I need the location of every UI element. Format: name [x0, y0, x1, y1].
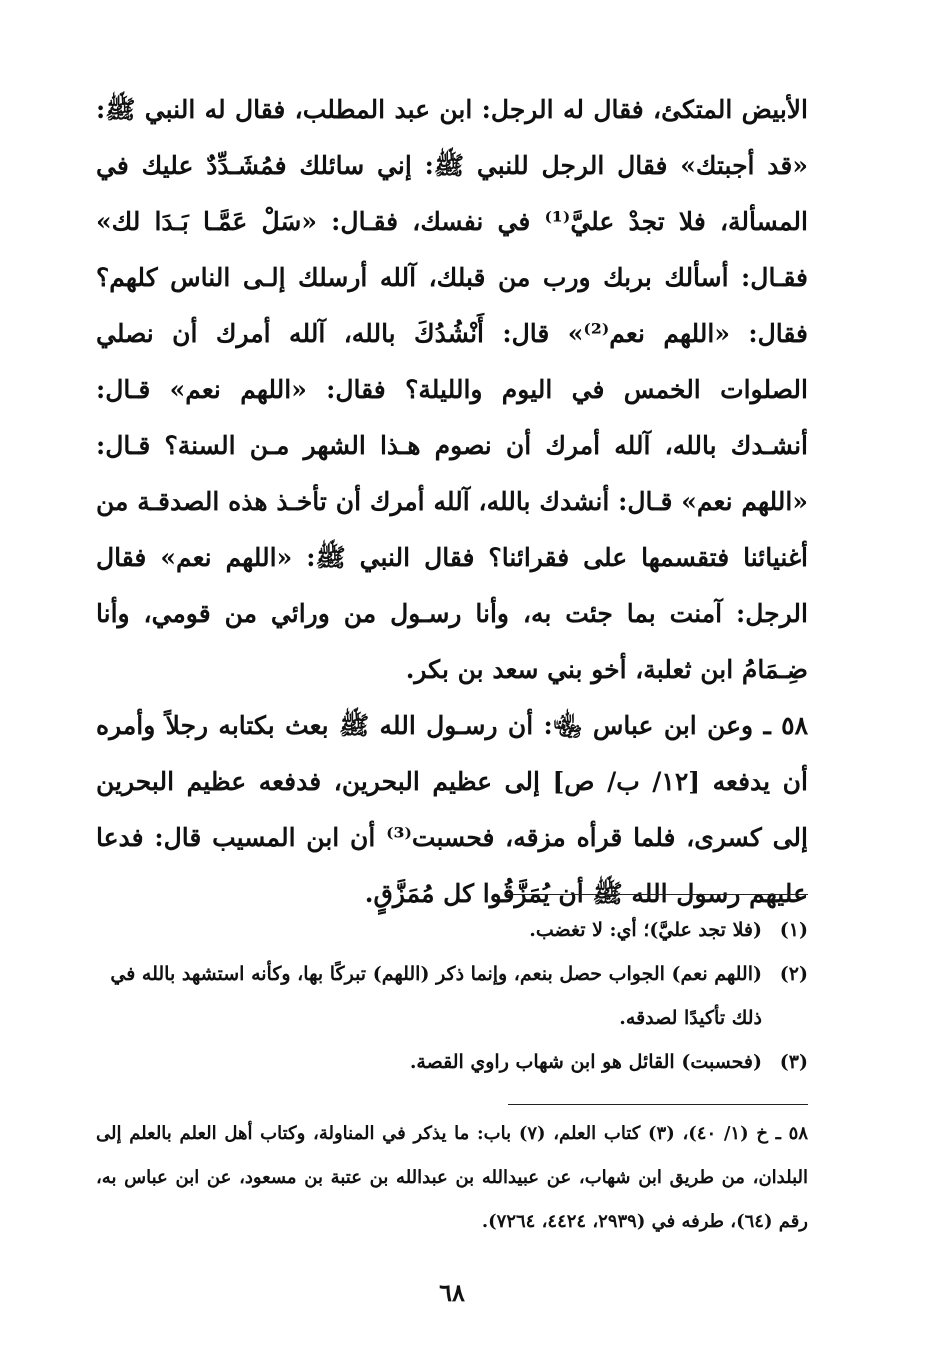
footnote-divider	[508, 894, 808, 895]
references-divider	[508, 1104, 808, 1105]
footnote-number: (٣)	[779, 1051, 808, 1073]
footnotes-list	[96, 908, 808, 1084]
footnote-text: (فلا تجد عليَّ)؛ أي: لا تغضب.	[529, 919, 762, 941]
main-text	[96, 82, 808, 922]
footnote-text: (اللهم نعم) الجواب حصل بنعم، وإنما ذكر (اللهم) تبركًا بها، وكأنه استشهد بالله في ذلك تأكيدًا لصدقه.	[110, 963, 762, 1029]
footnote-item	[96, 1040, 808, 1084]
footnote-item	[96, 908, 808, 952]
footnote-number: (١)	[779, 919, 808, 941]
footnote-item	[96, 952, 808, 1040]
hadith-paragraph-continuation: الأبيض المتكئ، فقال له الرجل: ابن عبد المطلب، فقال له النبي ﷺ: «قد أجبتك» فقال الرجل للنبي ﷺ: إني سائلك فمُشَـدِّدٌ عليك في المسألة، فلا تجدْ عليَّ⁽¹⁾ في نفسك، فقـال: «سَلْ عَمَّـا بَـدَا لك» فقـال: أسألك بربك ورب من قبلك، آلله أرسلك إلـى الناس كلهم؟ فقال: «اللهم نعم⁽²⁾» قال: أَنْشُدُكَ بالله، آلله أمرك أن نصلي الصلوات الخمس في اليوم والليلة؟ فقال: «اللهم نعم» قـال: أنشـدك بالله، آلله أمرك أن نصوم هـذا الشهر مـن السنة؟ قـال: «اللهم نعم» قـال: أنشدك بالله، آلله أمرك أن تأخـذ هذه الصدقـة من أغنيائنا فتقسمها على فقرائنا؟ فقال النبي ﷺ: «اللهم نعم» فقال الرجل: آمنت بما جئت به، وأنا رسـول من ورائي من قومي، وأنا ضِـمَامُ ابن ثعلبة، أخو بني سعد بن بكر.	[96, 95, 809, 684]
page-number: ٦٨	[439, 1278, 465, 1307]
footnote-number: (٢)	[779, 963, 808, 985]
hadith-paragraph-58: ٥٨ ـ وعن ابن عباس ﵄: أن رسـول الله ﷺ بعث بكتابه رجلاً وأمره أن يدفعه [١٢/ ب/ ص] إلى عظيم البحرين، فدفعه عظيم البحرين إلى كسرى، فلما قرأه مزقه، فحسبت⁽³⁾ أن ابن المسيب قال: فدعا عليهم رسول الله ﷺ أن يُمَزَّقُوا كل مُمَزَّقٍ.	[96, 711, 808, 908]
source-references: ٥٨ ـ خ (١/ ٤٠)، (٣) كتاب العلم، (٧) باب: ما يذكر في المناولة، وكتاب أهل العلم بالعلم إلى البلدان، من طريق ابن شهاب، عن عبيدالله بن عبدالله بن عتبة بن مسعود، عن ابن عباس به، رقم (٦٤)، طرفه في (٢٩٣٩، ٤٤٢٤، ٧٢٦٤).	[96, 1123, 808, 1232]
footnote-text: (فحسبت) القائل هو ابن شهاب راوي القصة.	[409, 1051, 762, 1073]
book-page	[96, 82, 808, 1312]
